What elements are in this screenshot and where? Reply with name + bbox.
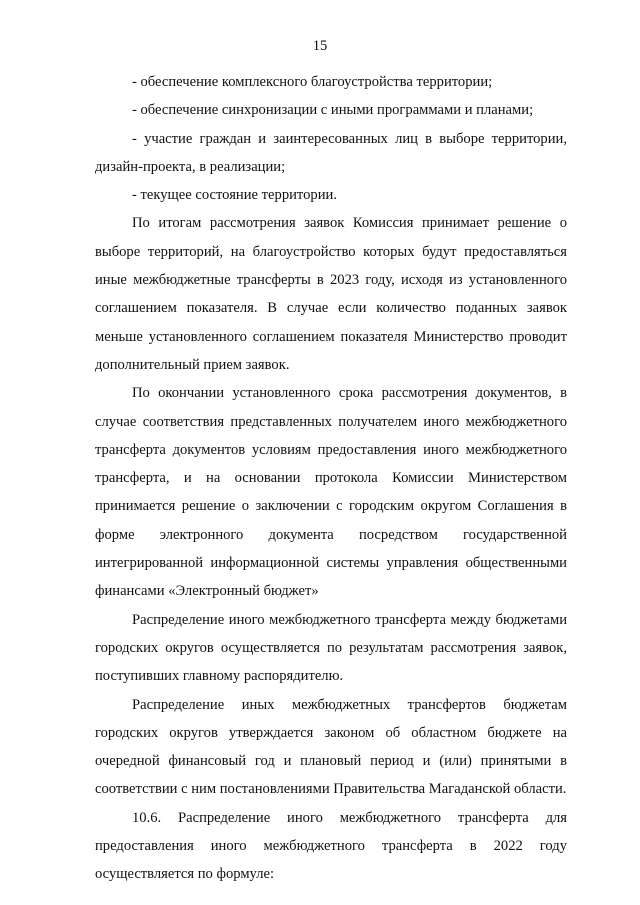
paragraph-distribution: Распределение иного межбюджетного трансферта между бюджетами городских округов осуществляется по результатам рассмотрения заявок, поступивших главному распорядителю. [95,611,567,685]
document-body [95,68,567,889]
bullet-item: - обеспечение синхронизации с иными программами и планами; [132,102,534,119]
bullet-item: - текущее состояние территории. [132,187,337,204]
paragraph-section-10-6: 10.6. Распределение иного межбюджетного трансферта для предоставления иного межбюджетного трансферта в 2022 году осуществляется по формуле: [95,809,567,883]
paragraph-budget-law: Распределение иных межбюджетных трансфертов бюджетам городских округов утверждается законом об областном бюджете на очередной финансовый год и плановый период и (или) принятыми в соответствии с ним постановлениями Правительства Магаданской области. [95,696,567,798]
page-number: 15 [312,38,328,54]
bullet-item: - обеспечение комплексного благоустройства территории; [132,74,493,90]
bullet-item: - участие граждан и заинтересованных лиц в выборе территории, дизайн-проекта, в реализации; [95,130,567,175]
paragraph-agreement-conclusion: По окончании установленного срока рассмотрения документов, в случае соответствия представленных получателем иного межбюджетного трансферта документов условиям предоставления иного межбюджетного трансферта, и на основании протокола Комиссии Министерством принимается решение о заключении с городским округом Соглашения в форме электронного документа посредством государственной интегрированной информационной системы управления общественными финансами «Электронный бюджет» [95,385,567,600]
paragraph-selection-decision: По итогам рассмотрения заявок Комиссия принимает решение о выборе территорий, на благоустройство которых будут предоставляться иные межбюджетные трансферты в 2023 году, исходя из установленного соглашением показателя. В случае если количество поданных заявок меньше установленного соглашением показателя Министерство проводит дополнительный прием заявок. [95,215,567,373]
